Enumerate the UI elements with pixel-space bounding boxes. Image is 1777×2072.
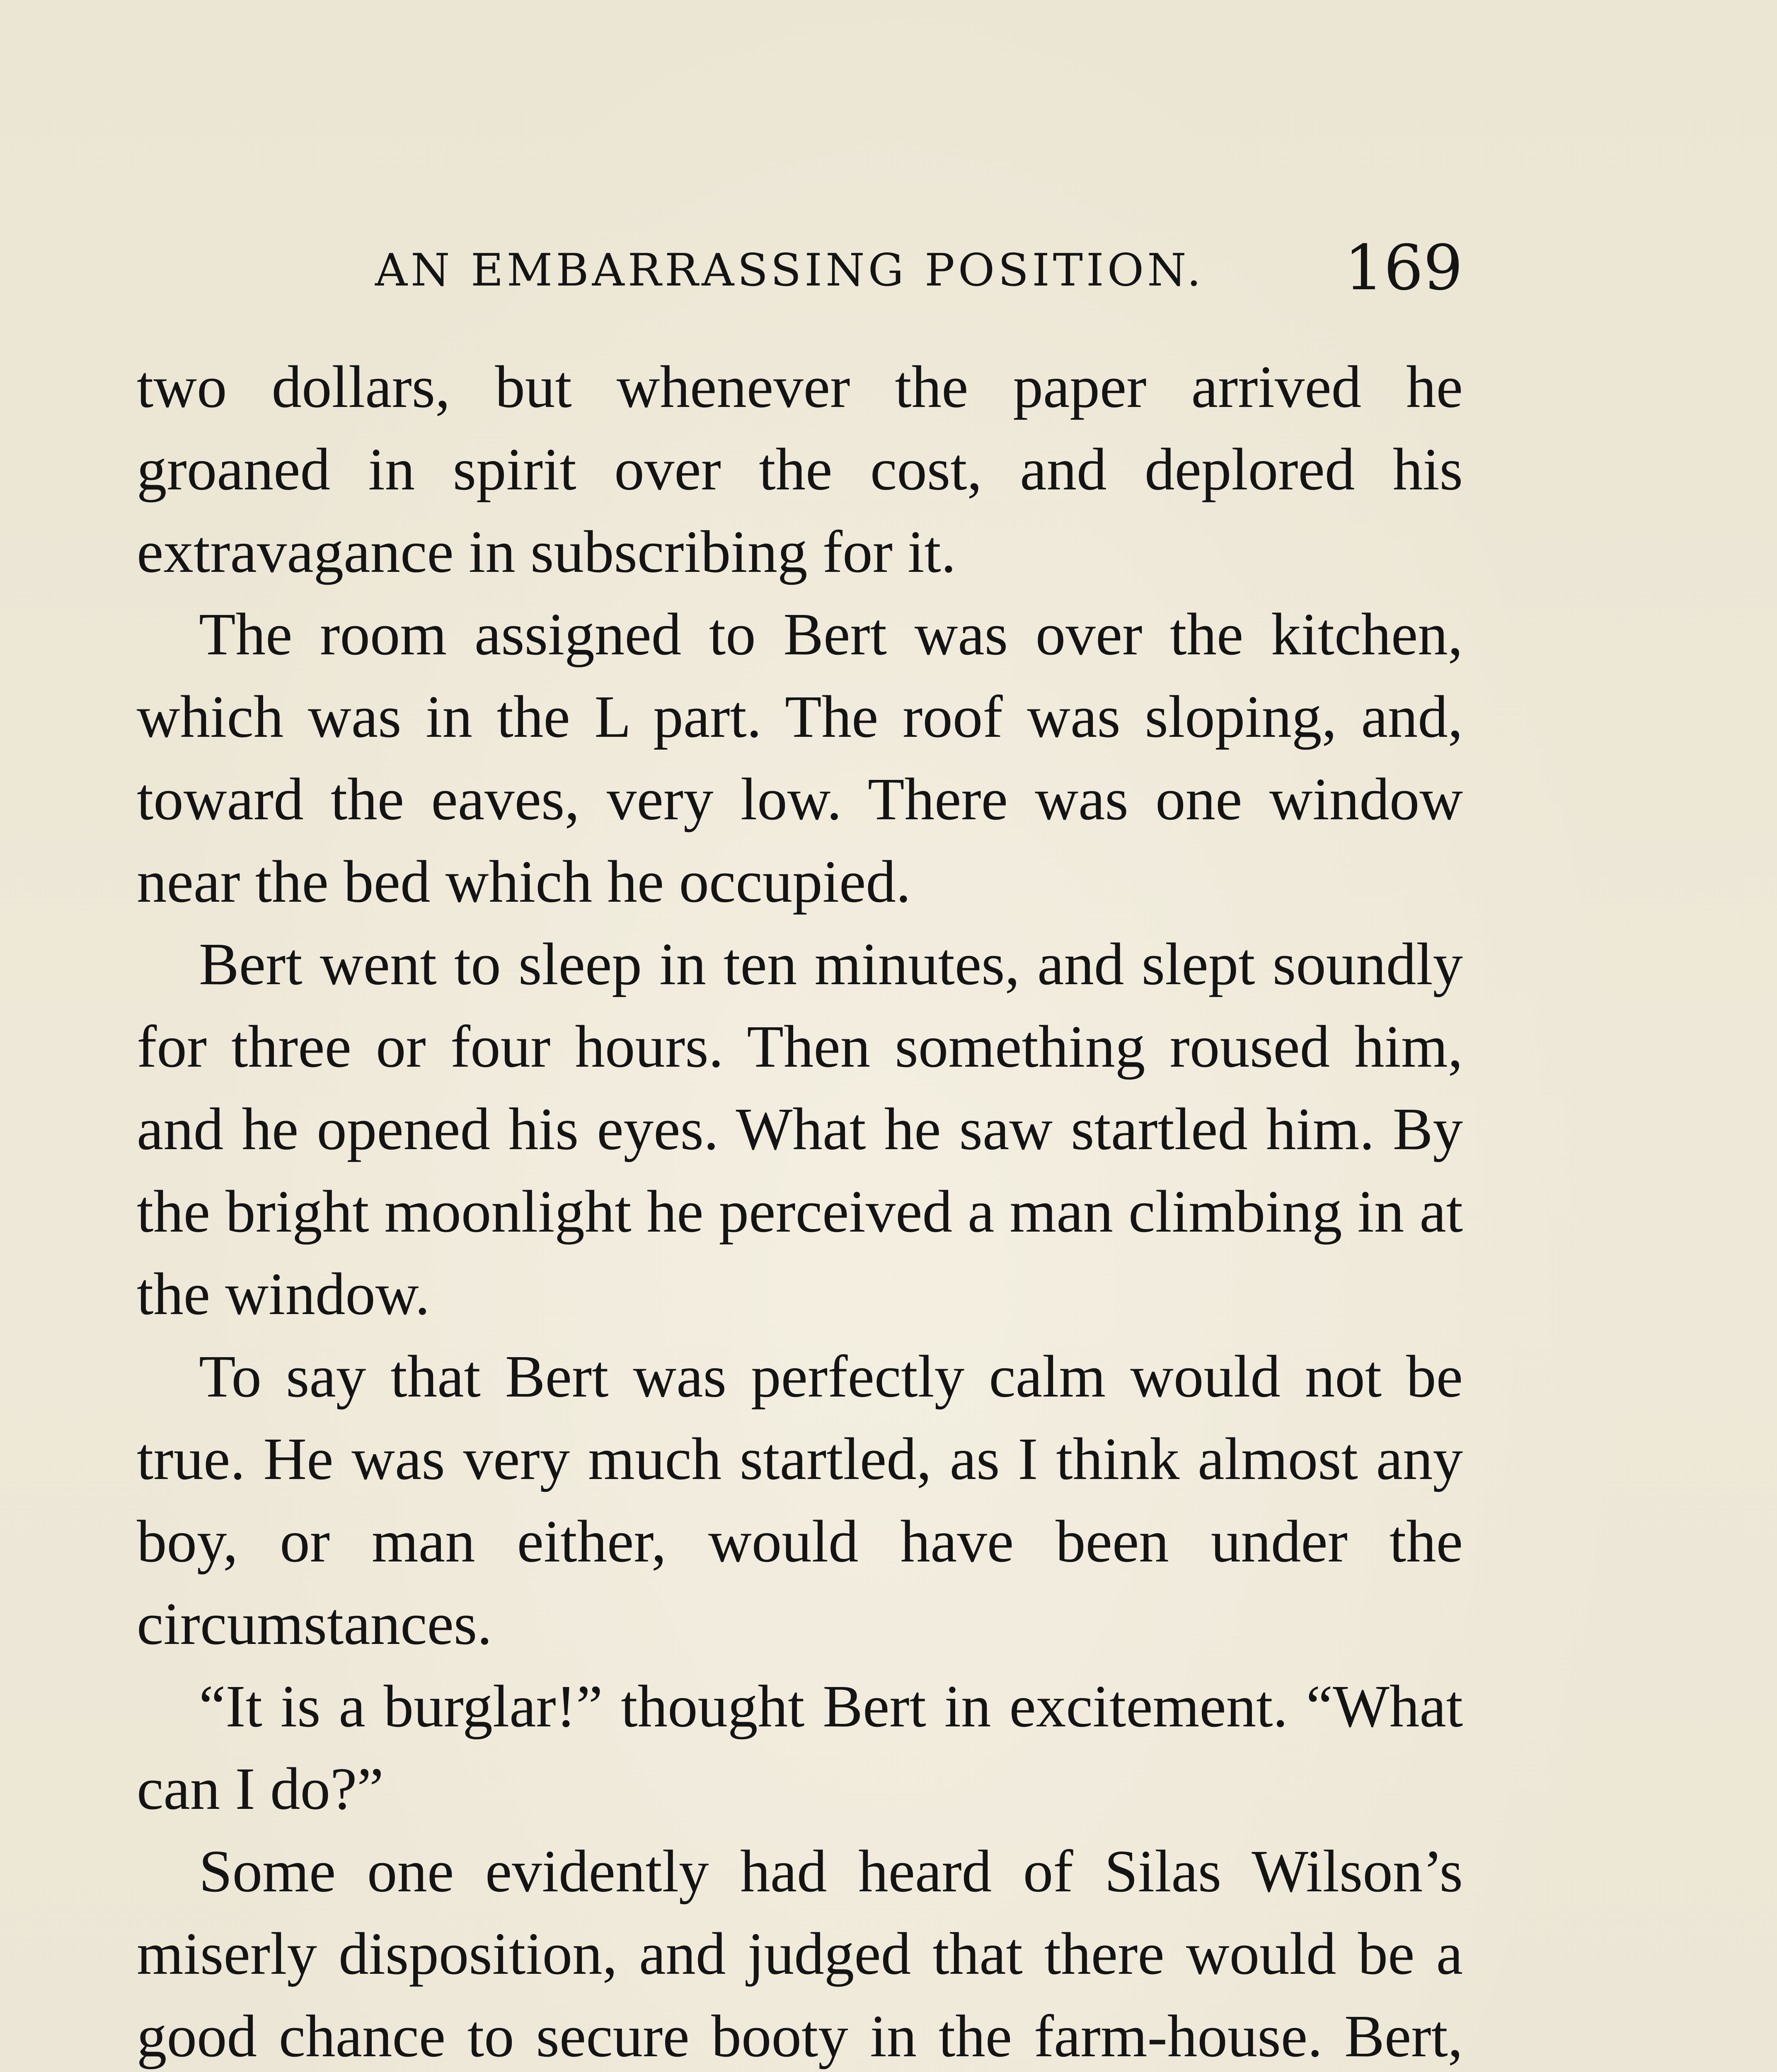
body-text [137, 346, 1463, 2072]
page-number: 169 [1344, 232, 1463, 304]
paragraph: “It is a burglar!” thought Bert in excitement. “What can I do?” [137, 1673, 1463, 1822]
running-header [137, 232, 1463, 307]
paragraph: The room assigned to Bert was over the kitchen, which was in the L part. The roof was sloping, and, toward the eaves, very low. There was one window near the bed which he occupied. [137, 601, 1463, 915]
paragraph: To say that Bert was perfectly calm would not be true. He was very much startled, as I think almost any boy, or man either, would have been under the circumstances. [137, 1343, 1463, 1657]
running-title: AN EMBARRASSING POSITION. [375, 244, 1205, 296]
paragraph: two dollars, but whenever the paper arrived he groaned in spirit over the cost, and deplored his extravagance in subscribing for it. [137, 354, 1463, 585]
paragraph: Some one evidently had heard of Silas Wilson’s miserly disposition, and judged that there would be a good chance to secure booty in the farm-house. Bert, [137, 1838, 1463, 2070]
paragraph: Bert went to sleep in ten minutes, and slept soundly for three or four hours. Then something roused him, and he opened his eyes. What he saw startled him. By the bright moonlight he perceived a man climbing in at the window. [137, 931, 1463, 1327]
